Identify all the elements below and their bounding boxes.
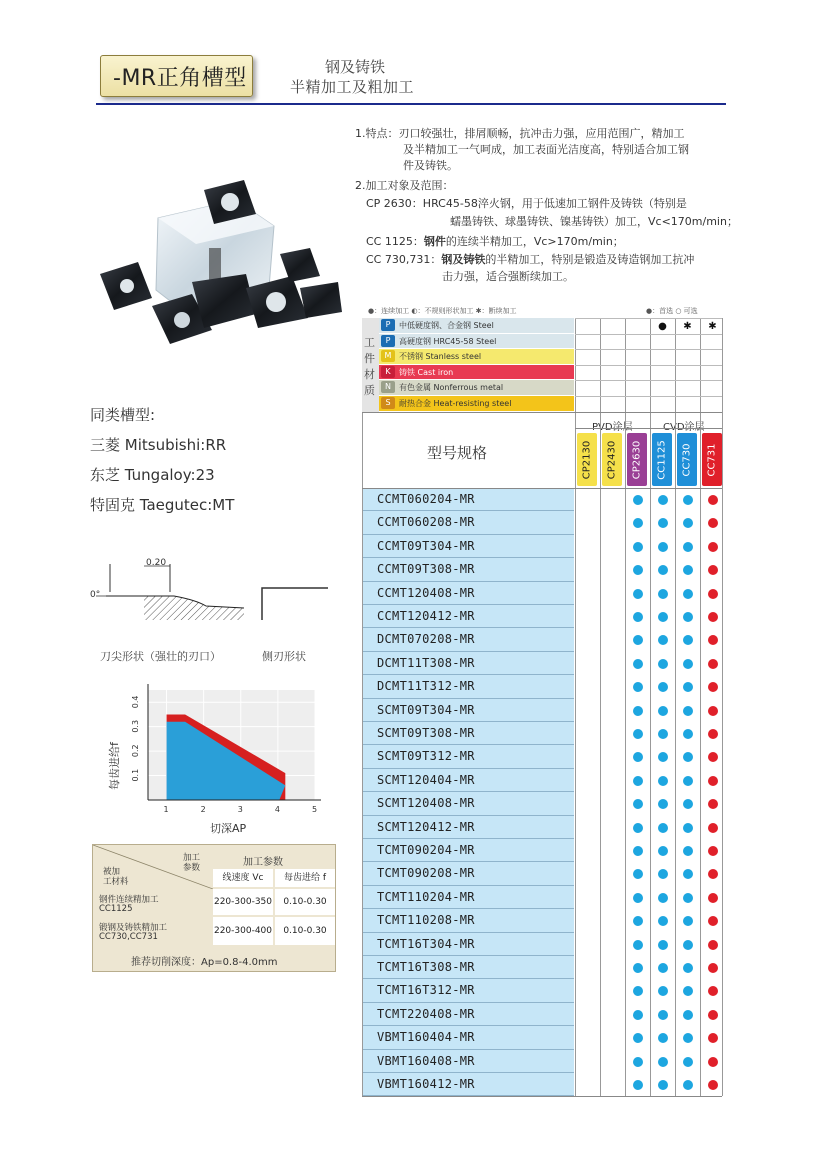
availability-dot [708,729,718,739]
diag-bottom-2: 工材料 [103,877,129,887]
material-label: 耐热合金 Heat-resisting steel [399,399,512,408]
grade-column-header [602,433,622,486]
chart-x-label: 切深AP [210,822,247,835]
availability-dot [683,659,693,669]
table-row [362,933,574,956]
row1-f: 0.10-0.30 [275,889,335,915]
material-label: 铸铁 Cast iron [399,367,454,377]
material-row [379,318,574,334]
row1-name2: CC1125 [99,904,133,914]
caption-tip-shape: 刀尖形状（强壮的刃口） [100,650,221,663]
availability-dot [658,589,668,599]
availability-dot [633,799,643,809]
model-code: SCMT09T304-MR [377,702,475,717]
chart-y-tick-label: 0.3 [131,719,140,733]
availability-dot [658,940,668,950]
model-code: VBMT160404-MR [377,1030,475,1045]
availability-dot [658,635,668,645]
table-row [362,956,574,979]
material-row [379,365,574,381]
availability-dot [708,776,718,786]
availability-dot [708,682,718,692]
grid-line [700,318,701,1096]
availability-dot [683,776,693,786]
availability-dot [683,893,693,903]
grade-column-header [627,433,647,486]
availability-dot [708,963,718,973]
availability-dot [633,706,643,716]
model-code: SCMT120412-MR [377,819,475,834]
availability-dot [683,823,693,833]
material-label: 高硬度钢 HRC45-58 Steel [399,336,497,346]
availability-dot [633,1057,643,1067]
model-code: TCMT090204-MR [377,843,475,857]
model-header-cell: 型号规格 [362,412,574,488]
feature-line-2: 及半精加工一气呵成，加工表面光洁度高，特别适合加工钢 [403,143,689,156]
material-code-badge: K [381,366,395,378]
availability-dot [658,1080,668,1090]
availability-dot [683,612,693,622]
availability-dot [658,963,668,973]
table-row [362,628,574,651]
grade-column-header [702,433,722,486]
availability-dot [658,518,668,528]
table-row [362,1003,574,1026]
chart-x-tick-label: 2 [200,805,206,814]
availability-dot [633,729,643,739]
availability-dot [633,846,643,856]
scope-cc730: CC 730,731：钢及铸铁的半精加工，特别是锻造及铸造钢加工抗冲 [366,253,695,266]
model-code: DCMT070208-MR [377,632,475,647]
table-row [362,699,574,722]
similar-mitsubishi: 三菱 Mitsubishi:RR [90,436,227,454]
row1-name1: 钢件连续精加工 [99,895,159,905]
availability-dot [708,589,718,599]
chart-y-label: 每齿进给f [108,742,121,790]
table-row [362,511,574,534]
similar-tungaloy: 东芝 Tungaloy:23 [90,466,215,484]
availability-dot [708,752,718,762]
availability-dot [633,776,643,786]
pvd-label [592,418,633,433]
availability-dot [708,1057,718,1067]
availability-dot [708,612,718,622]
side-edge-diagram [256,584,332,624]
model-code: CCMT120408-MR [377,585,475,600]
grade-column-header [652,433,672,486]
model-code: TCMT16T308-MR [377,960,475,974]
machining-mark: ✱ [683,321,692,332]
material-code-badge: S [381,397,395,409]
feature-line-3: 件及铸铁。 [403,159,458,172]
machining-mark: ✱ [708,321,717,332]
model-code: CCMT09T304-MR [377,538,475,553]
page-title: -MR正角槽型 [113,66,247,91]
grade-name: CC731 [706,442,718,477]
col-vc: 线速度 Vc [213,869,273,887]
availability-dot [708,846,718,856]
grid-line [575,349,722,350]
model-code: TCMT220408-MR [377,1006,475,1021]
header-subtitle-2: 半精加工及粗加工 [290,78,415,96]
availability-dot [658,1057,668,1067]
model-code: SCMT09T312-MR [377,749,475,764]
availability-dot [633,823,643,833]
model-code: VBMT160408-MR [377,1053,475,1068]
availability-dot [708,542,718,552]
availability-dot [708,1033,718,1043]
material-code-badge: P [381,319,395,331]
similar-title: 同类槽型: [90,406,156,424]
table-row [362,1026,574,1049]
availability-dot [683,869,693,879]
grid-line [575,318,722,319]
model-code: CCMT09T308-MR [377,562,475,577]
availability-dot [708,706,718,716]
machining-mark: ● [658,321,667,332]
availability-dot [683,635,693,645]
chart-x-tick-label: 4 [274,805,280,814]
feature-line-1: 1.特点：刃口较强壮，排屑顺畅，抗冲击力强，应用范围广，精加工 [355,127,685,140]
grid-line [575,365,722,366]
availability-dot [658,846,668,856]
availability-dot [708,940,718,950]
availability-dot [683,963,693,973]
availability-dot [683,1080,693,1090]
availability-dot [633,565,643,575]
table-row [362,605,574,628]
edge-tip-diagram [86,552,256,622]
table-row [362,979,574,1002]
availability-dot [683,940,693,950]
table-row [362,909,574,932]
availability-dot [683,916,693,926]
availability-dot [633,495,643,505]
availability-dot [708,893,718,903]
params-table [92,844,336,972]
material-code-badge: N [381,381,395,393]
model-code: DCMT11T312-MR [377,679,475,694]
grid-line [362,488,722,489]
grade-name: CP2130 [581,440,593,479]
availability-dot [633,682,643,692]
availability-dot [658,776,668,786]
availability-dot [633,893,643,903]
grid-line [362,412,363,1096]
availability-dot [658,986,668,996]
availability-dot [708,1080,718,1090]
table-legend-left: ●：连续加工 ◐：不规则形状加工 ✱：断续加工 [368,307,517,315]
page-title-box [100,55,253,97]
material-label: 不锈钢 Stanless steel [399,352,482,362]
scope-cp2630: CP 2630：HRC45-58淬火钢，用于低速加工钢件及铸铁（特别是 [366,197,687,210]
edge-dimension: 0.20 [146,558,167,568]
availability-dot [658,495,668,505]
availability-dot [658,612,668,622]
scope-cp2630-cont: 蠕墨铸铁、球墨铸铁、镍基铸铁）加工，Vc<170m/min； [450,215,738,228]
availability-dot [708,659,718,669]
availability-dot [683,542,693,552]
table-row [362,769,574,792]
availability-dot [658,542,668,552]
chart-y-tick-label: 0.1 [131,768,140,782]
col-f: 每齿进给 f [275,869,335,887]
availability-dot [658,1010,668,1020]
material-label: 中低硬度钢、合金钢 Steel [399,321,494,330]
model-code: TCMT110204-MR [377,889,475,904]
availability-dot [683,1010,693,1020]
grid-line [575,334,722,335]
availability-dot [658,565,668,575]
availability-dot [633,518,643,528]
availability-dot [633,752,643,762]
availability-dot [658,729,668,739]
availability-dot [683,729,693,739]
availability-dot [683,495,693,505]
availability-dot [683,986,693,996]
availability-dot [708,869,718,879]
availability-dot [708,565,718,575]
availability-dot [683,682,693,692]
availability-dot [658,916,668,926]
table-row [362,535,574,558]
model-code: VBMT160412-MR [377,1077,475,1091]
model-code: SCMT120404-MR [377,772,475,787]
row2-f: 0.10-0.30 [275,917,335,945]
grade-column-header [677,433,697,486]
availability-dot [683,846,693,856]
cvd-label [663,418,705,433]
grid-line [575,428,722,429]
grid-line [675,318,676,1096]
header-subtitle-1: 钢及铸铁 [325,58,386,76]
grid-line [600,318,601,1096]
grade-name: CP2630 [631,440,643,479]
edge-angle: 0° [90,590,101,600]
availability-dot [683,706,693,716]
product-photo [96,178,346,356]
availability-dot [633,916,643,926]
model-code: DCMT11T308-MR [377,655,475,670]
material-side-label: 工 件 材 质 [362,318,379,412]
grade-column-header [577,433,597,486]
availability-dot [633,612,643,622]
grid-line [362,1096,722,1097]
table-row [362,745,574,768]
table-row [362,792,574,815]
row1-vc: 220-300-350 [213,889,273,915]
availability-dot [633,542,643,552]
grade-name: CC1125 [656,439,668,480]
diag-top-1: 加工 [183,853,201,863]
chart-y-tick-label: 0.4 [131,695,140,709]
row2-vc: 220-300-400 [213,917,273,945]
material-row [379,396,574,412]
availability-dot [658,752,668,762]
row2-name2: CC730,CC731 [99,932,158,942]
model-code: CCMT120412-MR [377,609,475,623]
availability-dot [683,752,693,762]
scope-cc730-cont: 击力强，适合强断续加工。 [442,270,574,283]
caption-side-shape: 侧刃形状 [262,650,306,663]
grade-name: CP2430 [606,440,618,479]
availability-dot [683,518,693,528]
model-code: TCMT110208-MR [377,913,475,928]
availability-dot [658,869,668,879]
grid-line [650,318,651,1096]
availability-dot [708,1010,718,1020]
material-row [379,334,574,350]
table-row [362,1050,574,1073]
row2-name1: 锻钢及铸铁精加工 [99,923,168,933]
grid-line [575,396,722,397]
material-label: 有色金属 Nonferrous metal [399,383,504,393]
availability-dot [708,495,718,505]
model-code: TCMT090208-MR [377,866,475,881]
availability-dot [658,823,668,833]
availability-dot [633,1033,643,1043]
chart-x-tick-label: 1 [163,805,169,814]
availability-dot [633,659,643,669]
header-divider [96,103,726,105]
availability-dot [658,706,668,716]
grid-line [575,380,722,381]
table-row [362,652,574,675]
material-code-badge: M [381,350,395,362]
availability-dot [633,869,643,879]
table-row [362,886,574,909]
material-row [379,349,574,365]
scope-cc1125: CC 1125：钢件的连续半精加工，Vc>170m/min； [366,235,624,248]
model-code: CCMT060204-MR [377,492,475,506]
model-code: TCMT16T312-MR [377,983,475,998]
grid-line [575,318,576,1096]
availability-dot [633,963,643,973]
availability-dot [683,799,693,809]
availability-dot [708,518,718,528]
table-row [362,862,574,885]
availability-dot [708,635,718,645]
table-row [362,558,574,581]
table-legend-right: ●：首选 ○ 可选 [646,307,698,315]
params-footer: 推荐切削深度：Ap=0.8-4.0mm [131,957,278,968]
availability-dot [633,1010,643,1020]
availability-dot [658,1033,668,1043]
table-row [362,675,574,698]
grade-name: CC730 [681,442,693,477]
availability-dot [683,589,693,599]
grid-line [362,412,722,413]
availability-dot [708,986,718,996]
table-row [362,582,574,605]
table-row [362,488,574,511]
availability-dot [633,986,643,996]
grid-line [625,318,626,1096]
availability-dot [658,893,668,903]
chart-x-tick-label: 5 [312,805,318,814]
model-code: CCMT060208-MR [377,515,475,530]
model-code: SCMT120408-MR [377,796,475,811]
material-code-badge: P [381,335,395,347]
availability-dot [633,589,643,599]
grid-line [722,318,723,1096]
table-row [362,1073,574,1096]
diag-bottom-1: 被加 [103,867,121,877]
table-row [362,816,574,839]
availability-dot [658,659,668,669]
availability-dot [633,1080,643,1090]
availability-dot [708,799,718,809]
diag-top-2: 参数 [183,863,201,873]
model-code: SCMT09T308-MR [377,726,475,740]
availability-dot [633,635,643,645]
availability-dot [658,682,668,692]
availability-dot [658,799,668,809]
feed-depth-chart [100,680,330,840]
availability-dot [683,1033,693,1043]
availability-dot [708,823,718,833]
params-header: 加工参数 [243,857,283,868]
availability-dot [708,916,718,926]
table-row [362,839,574,862]
model-code: TCMT16T304-MR [377,936,475,951]
similar-taegutec: 特固克 Taegutec:MT [90,496,235,514]
material-row [379,380,574,396]
availability-dot [683,1057,693,1067]
chart-x-tick-label: 3 [237,805,243,814]
table-row [362,722,574,745]
availability-dot [683,565,693,575]
chart-y-tick-label: 0.2 [131,744,140,758]
scope-heading: 2.加工对象及范围： [355,179,454,192]
availability-dot [633,940,643,950]
